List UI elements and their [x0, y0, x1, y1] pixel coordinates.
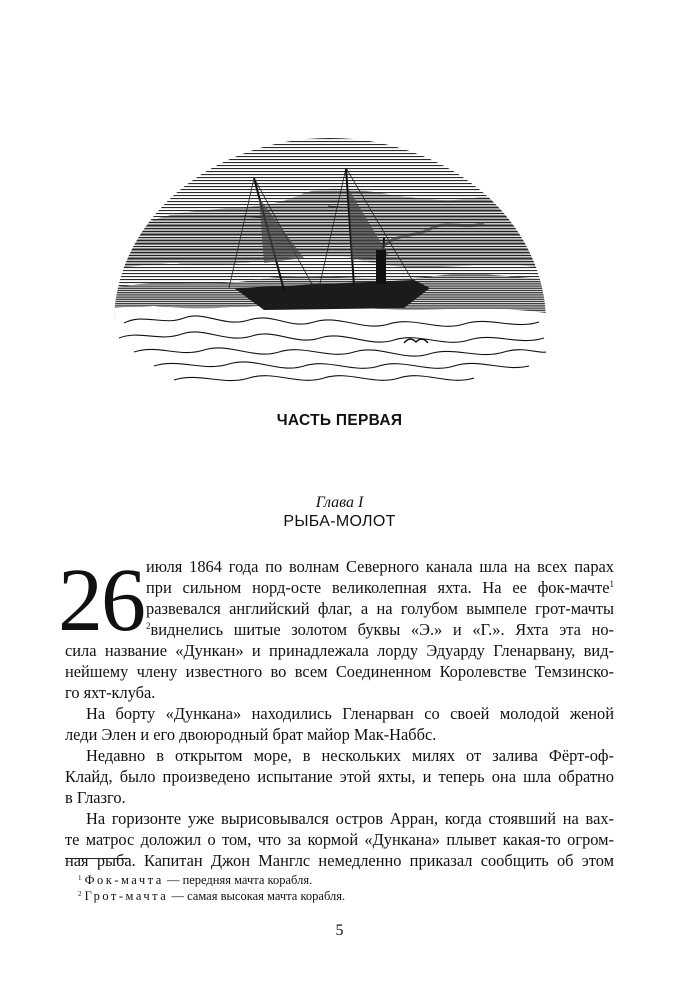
- chapter-title: РЫБА-МОЛОТ: [283, 513, 396, 530]
- body-line: ная рыба. Капитан Джон Манглс немедленно приказал сообщить об этом: [65, 851, 614, 870]
- body-line: го яхт-клуба.: [65, 683, 156, 702]
- part-title: ЧАСТЬ ПЕРВАЯ: [276, 412, 403, 429]
- body-line: те матрос доложил о том, что за кормой «Дункана» плывет какая-то огром-: [65, 830, 614, 849]
- body-line: леди Элен и его двоюродный брат майор Мак-Наббс.: [65, 725, 437, 744]
- footnote-ref: 2: [146, 621, 151, 631]
- drop-cap: 26: [58, 551, 144, 650]
- body-line: На борту «Дункана» находились Гленарван со своей молодой женой: [86, 704, 614, 723]
- footnote-ref: 1: [609, 579, 614, 589]
- footnote: $^1$ Фок-мачта — передняя мачта корабля.: [78, 873, 313, 887]
- footnote-divider: [65, 858, 129, 859]
- body-line: нейшему члену известного во всем Соединенном Королевстве Темзинско-: [65, 662, 614, 681]
- chapter-label: Глава I: [315, 494, 364, 511]
- body-line: июля 1864 года по волнам Северного канала шла на всех парах: [146, 557, 614, 576]
- body-line: в Глазго.: [65, 788, 126, 807]
- body-line: На горизонте уже вырисовывался остров Арран, когда стоявший на вах-: [86, 809, 614, 828]
- footnote: $^2$ Грот-мачта — самая высокая мачта корабля.: [78, 889, 346, 903]
- body-line: Клайд, было произведено испытание этой яхты, и теперь она шла обратно: [65, 767, 614, 786]
- body-line: развевался английский флаг, а на голубом вымпеле грот-мачты: [146, 599, 614, 618]
- body-line: при сильном норд-осте великолепная яхта. На ее фок-мачте$^1$: [146, 578, 614, 597]
- ship-engraving-illustration: [114, 138, 546, 388]
- body-line: Недавно в открытом море, в нескольких милях от залива Фёрт-оф-: [86, 746, 614, 765]
- body-line: сила название «Дункан» и принадлежала лорду Эдуарду Гленарвану, вид-: [65, 641, 614, 660]
- body-line: $^2$виднелись шитые золотом буквы «Э.» и «Г.». Яхта эта но-: [146, 620, 614, 639]
- page-number: 5: [335, 922, 344, 939]
